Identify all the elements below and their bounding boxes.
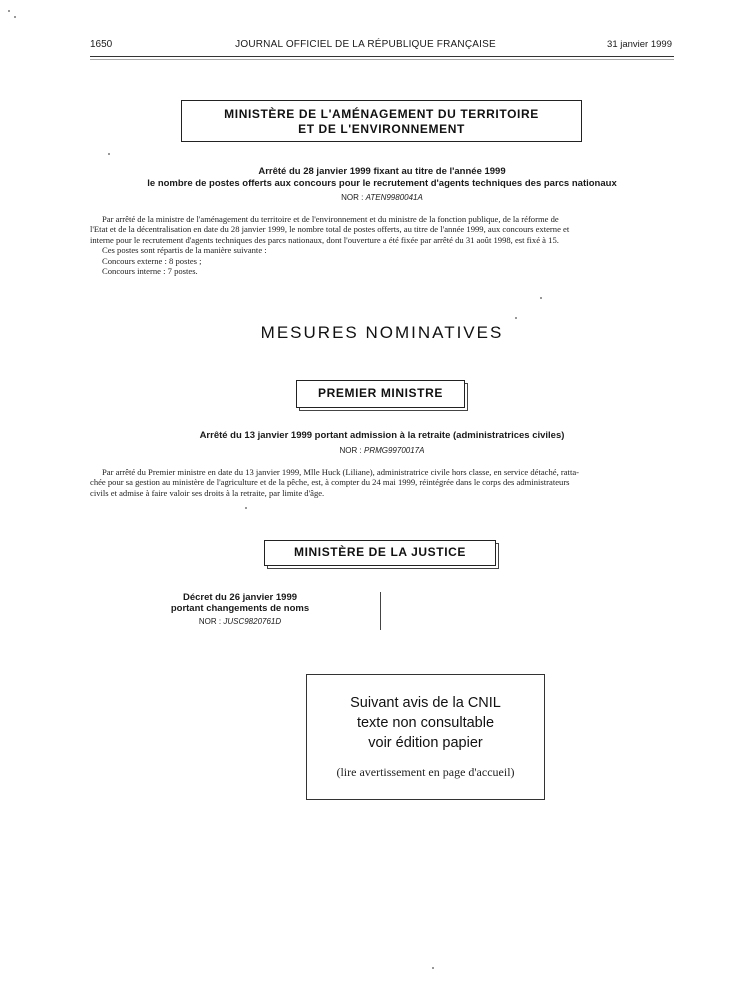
nor-code: ATEN9980041A [365,193,423,202]
body-line: Par arrêté de la ministre de l'aménagement du territoire et de l'environnement et du ministre de la fonction publique, de la réforme de [102,214,559,224]
nor-code: PRMG9970017A [363,446,425,455]
ministry-box-amenagement [181,100,582,142]
ministry-line1: MINISTÈRE DE L'AMÉNAGEMENT DU TERRITOIRE [224,107,539,121]
decree-title-line1: Arrêté du 28 janvier 1999 fixant au titre de l'année 1999 [258,166,506,177]
decree-body-2 [90,467,674,498]
body-line: interne pour le recrutement d'agents techniques des parcs nationaux, dont l'ouverture a été fixée par arrêté du 31 août 1998, est fixé à 15. [90,234,559,245]
header-rule-secondary [90,59,674,60]
cnil-line1: Suivant avis de la CNIL [350,695,501,711]
body-line: Ces postes sont répartis de la manière suivante : [102,245,267,256]
cnil-note: (lire avertissement en page d'accueil) [336,765,515,779]
body-line: Concours interne : 7 postes. [102,266,198,277]
header-rule [90,56,674,57]
ministry-line2: ET DE L'ENVIRONNEMENT [298,122,465,136]
body-line: chée pour sa gestion au ministère de l'agriculture et de la pêche, est, à compter du 24 mai 1999, réintégrée dans le corps des administrateurs [90,477,570,488]
decree-noms [140,592,340,626]
nor-label: NOR : [341,193,364,202]
mesures-heading: MESURES NOMINATIVES [260,323,504,342]
body-line: civils et admise à faire valoir ses droits à la retraite, par limite d'âge. [90,487,325,498]
decree-title-retraite: Arrêté du 13 janvier 1999 portant admission à la retraite (administratrices civiles) [199,430,565,441]
ministry-name: PREMIER MINISTRE [318,386,443,400]
body-line: Par arrêté du Premier ministre en date du 13 janvier 1999, Mlle Huck (Liliane), administratrice civile hors classe, en service détaché, ratta- [102,467,580,477]
nor-code: JUSC9820761D [223,617,282,626]
cnil-line2: texte non consultable [356,715,495,731]
ministry-box-premier [296,380,465,408]
decree-title-line2: le nombre de postes offerts aux concours pour le recrutement d'agents techniques des parcs nationaux [147,178,617,189]
scan-speck [14,16,16,18]
ministry-box-justice [264,540,496,566]
cnil-line3: voir édition papier [368,735,483,751]
cnil-notice-box [306,674,545,800]
scan-speck [432,967,434,969]
journal-title: JOURNAL OFFICIEL DE LA RÉPUBLIQUE FRANÇAISE [235,39,496,50]
scan-speck [108,153,110,155]
nor-label: NOR : [339,446,362,455]
scan-speck [540,297,542,299]
column-divider [380,592,381,630]
decree-line: Décret du 26 janvier 1999 [182,592,298,603]
nor-reference-3 [140,617,340,626]
ministry-name: MINISTÈRE DE LA JUSTICE [293,545,467,559]
scan-speck [245,507,247,509]
body-line: l'Etat et de la décentralisation en date du 28 janvier 1999, le nombre total de postes offerts, au titre de l'année 1999, aux concours externe et [90,224,570,235]
decree-line: portant changements de noms [170,603,310,614]
nor-reference-1 [90,193,674,202]
scan-speck [515,317,517,319]
header-date: 31 janvier 1999 [607,39,672,50]
nor-reference-2 [90,446,674,455]
nor-label: NOR : [198,617,222,626]
scan-speck [8,10,10,12]
decree-body-1 [90,214,674,276]
body-line: Concours externe : 8 postes ; [102,255,202,266]
page-number: 1650 [90,39,113,50]
